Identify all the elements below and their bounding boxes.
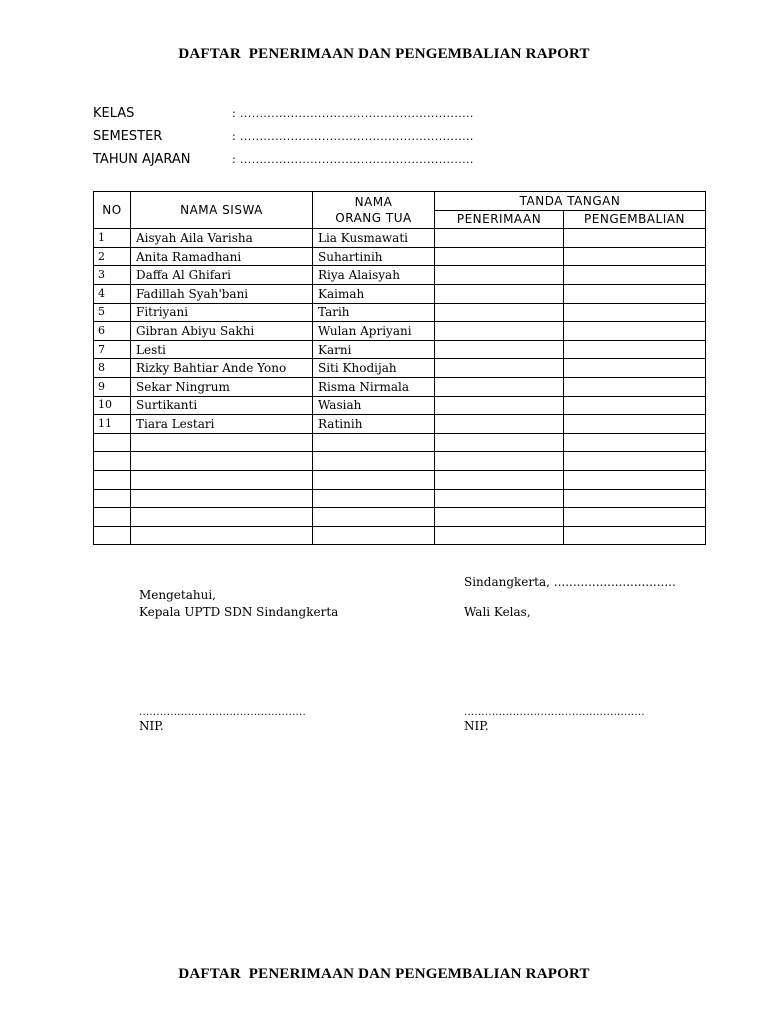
row-parent-name: Risma Nirmala <box>313 377 435 396</box>
info-value-tahun-ajaran: : ............................................................ <box>232 153 474 166</box>
row-parent-name: Lia Kusmawati <box>313 229 435 248</box>
class-info-block <box>93 102 474 171</box>
row-receipt-signature <box>435 340 564 359</box>
row-student-name <box>131 433 313 452</box>
table-row <box>94 359 706 378</box>
row-no: 8 <box>94 359 131 378</box>
table-row <box>94 303 706 322</box>
row-no: 4 <box>94 284 131 303</box>
row-receipt-signature <box>435 526 564 545</box>
header-tanda-tangan: TANDA TANGAN <box>435 192 706 211</box>
teacher-nip: NIP. <box>464 719 489 733</box>
header-nama-siswa: NAMA SISWA <box>131 192 313 229</box>
table-row <box>94 415 706 434</box>
table-row <box>94 340 706 359</box>
row-student-name: Rizky Bahtiar Ande Yono <box>131 359 313 378</box>
homeroom-teacher-label: Wali Kelas, <box>464 605 531 619</box>
row-student-name <box>131 489 313 508</box>
row-parent-name: Ratinih <box>313 415 435 434</box>
header-penerimaan: PENERIMAAN <box>435 210 564 229</box>
row-student-name: Fadillah Syah'bani <box>131 284 313 303</box>
row-receipt-signature <box>435 266 564 285</box>
row-no <box>94 489 131 508</box>
teacher-signature-line: .................................................... <box>464 707 645 718</box>
acknowledged-label: Mengetahui, <box>139 588 216 602</box>
row-student-name <box>131 452 313 471</box>
row-parent-name <box>313 526 435 545</box>
headmaster-signature-line: ................................................ <box>139 707 306 718</box>
row-parent-name <box>313 489 435 508</box>
row-return-signature <box>564 359 706 378</box>
row-return-signature <box>564 322 706 341</box>
row-no: 9 <box>94 377 131 396</box>
info-value-semester: : ............................................................ <box>232 130 474 143</box>
info-row-semester <box>93 125 474 148</box>
row-receipt-signature <box>435 470 564 489</box>
row-receipt-signature <box>435 229 564 248</box>
row-receipt-signature <box>435 452 564 471</box>
row-receipt-signature <box>435 247 564 266</box>
row-receipt-signature <box>435 303 564 322</box>
row-receipt-signature <box>435 377 564 396</box>
info-row-kelas <box>93 102 474 125</box>
row-return-signature <box>564 247 706 266</box>
row-return-signature <box>564 508 706 527</box>
row-receipt-signature <box>435 433 564 452</box>
row-return-signature <box>564 284 706 303</box>
document-title: DAFTAR PENERIMAAN DAN PENGEMBALIAN RAPORT <box>178 46 590 62</box>
row-parent-name: Siti Khodijah <box>313 359 435 378</box>
table-row <box>94 377 706 396</box>
row-parent-name: Karni <box>313 340 435 359</box>
info-label-kelas: KELAS <box>93 106 135 121</box>
table-row-empty <box>94 433 706 452</box>
row-no: 7 <box>94 340 131 359</box>
row-return-signature <box>564 340 706 359</box>
row-return-signature <box>564 396 706 415</box>
row-receipt-signature <box>435 359 564 378</box>
document-title-repeat: DAFTAR PENERIMAAN DAN PENGEMBALIAN RAPORT <box>178 966 590 982</box>
row-return-signature <box>564 266 706 285</box>
row-student-name: Sekar Ningrum <box>131 377 313 396</box>
row-no <box>94 526 131 545</box>
row-parent-name: Wasiah <box>313 396 435 415</box>
row-no: 10 <box>94 396 131 415</box>
info-row-tahun-ajaran <box>93 148 474 171</box>
row-receipt-signature <box>435 489 564 508</box>
row-student-name: Fitriyani <box>131 303 313 322</box>
row-return-signature <box>564 526 706 545</box>
roster-table <box>93 191 706 545</box>
header-nama-orang-tua: NAMA ORANG TUA <box>313 192 435 229</box>
row-student-name: Tiara Lestari <box>131 415 313 434</box>
row-return-signature <box>564 377 706 396</box>
row-parent-name <box>313 452 435 471</box>
row-student-name: Anita Ramadhani <box>131 247 313 266</box>
row-no: 3 <box>94 266 131 285</box>
row-student-name <box>131 526 313 545</box>
row-no: 1 <box>94 229 131 248</box>
row-return-signature <box>564 433 706 452</box>
headmaster-nip: NIP. <box>139 719 164 733</box>
row-parent-name <box>313 508 435 527</box>
table-row <box>94 229 706 248</box>
row-no <box>94 452 131 471</box>
row-receipt-signature <box>435 322 564 341</box>
row-student-name: Gibran Abiyu Sakhi <box>131 322 313 341</box>
table-header-row <box>94 192 706 211</box>
row-student-name <box>131 470 313 489</box>
row-return-signature <box>564 415 706 434</box>
place-date: Sindangkerta, ................................ <box>464 575 676 589</box>
row-receipt-signature <box>435 415 564 434</box>
row-parent-name: Wulan Apriyani <box>313 322 435 341</box>
row-no: 6 <box>94 322 131 341</box>
row-return-signature <box>564 489 706 508</box>
table-row <box>94 247 706 266</box>
row-no: 2 <box>94 247 131 266</box>
row-parent-name <box>313 470 435 489</box>
table-row-empty <box>94 526 706 545</box>
headmaster-title: Kepala UPTD SDN Sindangkerta <box>139 605 339 619</box>
row-no <box>94 433 131 452</box>
row-return-signature <box>564 452 706 471</box>
table-row-empty <box>94 489 706 508</box>
row-parent-name: Riya Alaisyah <box>313 266 435 285</box>
row-return-signature <box>564 470 706 489</box>
row-return-signature <box>564 303 706 322</box>
row-no <box>94 470 131 489</box>
row-student-name: Surtikanti <box>131 396 313 415</box>
row-parent-name: Suhartinih <box>313 247 435 266</box>
table-body <box>94 229 706 545</box>
table-row <box>94 396 706 415</box>
table-row-empty <box>94 508 706 527</box>
table-row <box>94 266 706 285</box>
row-receipt-signature <box>435 508 564 527</box>
info-label-tahun-ajaran: TAHUN AJARAN <box>93 152 191 167</box>
table-row <box>94 322 706 341</box>
row-parent-name: Tarih <box>313 303 435 322</box>
row-parent-name: Kaimah <box>313 284 435 303</box>
row-receipt-signature <box>435 284 564 303</box>
table-row-empty <box>94 452 706 471</box>
row-no: 11 <box>94 415 131 434</box>
row-student-name: Aisyah Aila Varisha <box>131 229 313 248</box>
info-value-kelas: : ............................................................ <box>232 107 474 120</box>
row-parent-name <box>313 433 435 452</box>
table-row <box>94 284 706 303</box>
row-no <box>94 508 131 527</box>
table-row-empty <box>94 470 706 489</box>
info-label-semester: SEMESTER <box>93 129 163 144</box>
row-return-signature <box>564 229 706 248</box>
row-receipt-signature <box>435 396 564 415</box>
header-no: NO <box>94 192 131 229</box>
row-student-name: Daffa Al Ghifari <box>131 266 313 285</box>
row-student-name: Lesti <box>131 340 313 359</box>
header-pengembalian: PENGEMBALIAN <box>564 210 706 229</box>
row-no: 5 <box>94 303 131 322</box>
row-student-name <box>131 508 313 527</box>
